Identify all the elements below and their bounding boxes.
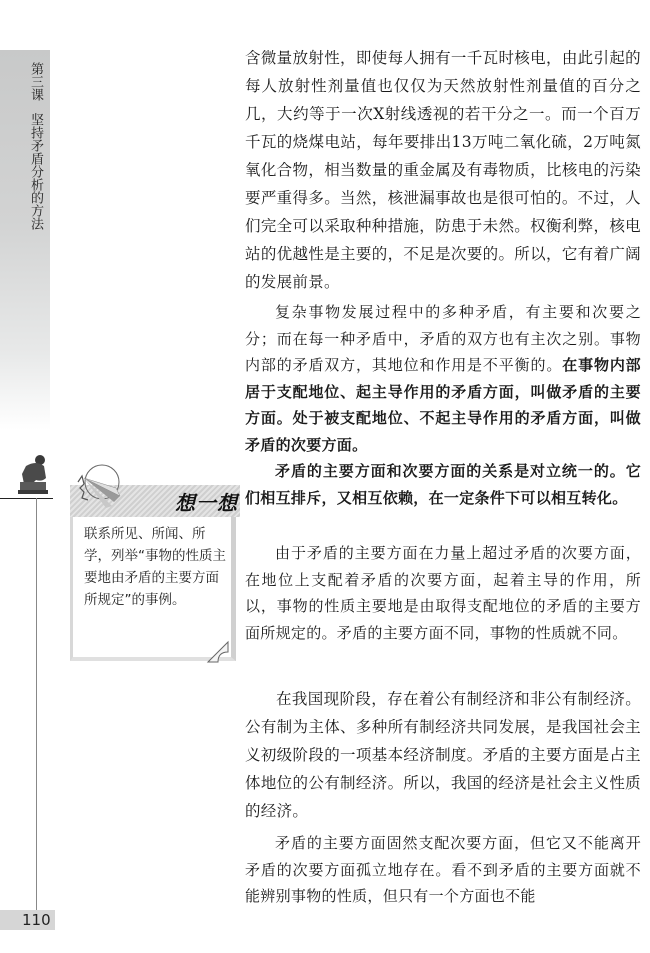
paragraph-text: 在我国现阶段，存在着公有制经济和非公有制经济。公有制为主体、多种所有制经济共同发展，是我国社会主义初级阶段的一项基本经济制度。矛盾的主要方面是占主体地位的公有制经济。所以，我国的经济是社会主义性质的经济。: [245, 690, 641, 820]
paragraph-nuclear-power-example: [245, 44, 641, 296]
paragraph-text: 矛盾的主要方面固然支配次要方面，但它又不能离开矛盾的次要方面孤立地存在。看不到矛盾的主要方面就不能辨别事物的性质，但只有一个方面也不能: [245, 834, 641, 905]
key-point-bold-text: 矛盾的主要方面和次要方面的关系是对立统一的。它们相互排斥，又相互依赖，在一定条件下可以相互转化。: [245, 462, 641, 507]
thinker-statue-icon: [14, 452, 54, 494]
sidebar-divider: [0, 498, 53, 499]
definition-bold-text: 在事物内部居于支配地位、起主导作用的矛盾方面，叫做矛盾的主要方面。处于被支配地位、不起主导作用的矛盾方面，叫做矛盾的次要方面。: [245, 356, 641, 454]
page-number: 110: [22, 911, 51, 929]
sidebar-strip: [0, 50, 50, 430]
paragraph-text: 由于矛盾的主要方面在力量上超过矛盾的次要方面，在地位上支配着矛盾的次要方面，起着主导的作用，所以，事物的性质主要地是由取得支配地位的矛盾的主要方面所规定的。矛盾的主要方面不同，事物的性质就不同。: [245, 544, 641, 642]
sidebar-vertical-rule: [36, 498, 37, 918]
think-box-title: 想一想: [175, 491, 238, 515]
lesson-label: 第三课: [28, 62, 43, 101]
paragraph-text: 含微量放射性，即使每人拥有一千瓦时核电，由此引起的每人放射性剂量值也仅仅为天然放射性剂量值的百分之几，大约等于一次X射线透视的若干分之一。而一个百万千瓦的烧煤电站，每年要排出13万吨二氧化硫，2万吨氮氧化合物，相当数量的重金属及有毒物质，比核电的污染要严重得多。当然，核泄漏事故也是很可怕的。不过，人们完全可以采取种种措施，防患于未然。权衡利弊，核电站的优越性是主要的，不足是次要的。所以，它有着广阔的发展前景。: [245, 49, 641, 291]
paragraph-economy-example: [245, 685, 641, 825]
lesson-heading: [26, 62, 42, 230]
paragraph-normal-text: 复杂事物发展过程中的多种矛盾，有主要和次要之分；而在每一种矛盾中，矛盾的双方也有主次之别。事物内部的矛盾双方，其地位和作用是不平衡的。: [245, 303, 641, 374]
paragraph-principal-aspect-definition: [245, 299, 641, 458]
paragraph-nature-determined: [245, 540, 641, 646]
think-box: [70, 485, 240, 665]
think-box-text: 联系所见、所闻、所学，列举“事物的性质主要地由矛盾的主要方面所规定”的事例。: [84, 526, 226, 608]
paragraph-unity-of-opposites: [245, 458, 641, 511]
thinking-head-icon: [72, 462, 124, 512]
page-curl-icon: [206, 640, 230, 664]
paragraph-text: [245, 299, 641, 458]
lesson-title: 坚持矛盾分析的方法: [28, 113, 43, 230]
paragraph-secondary-aspect: [245, 830, 641, 910]
